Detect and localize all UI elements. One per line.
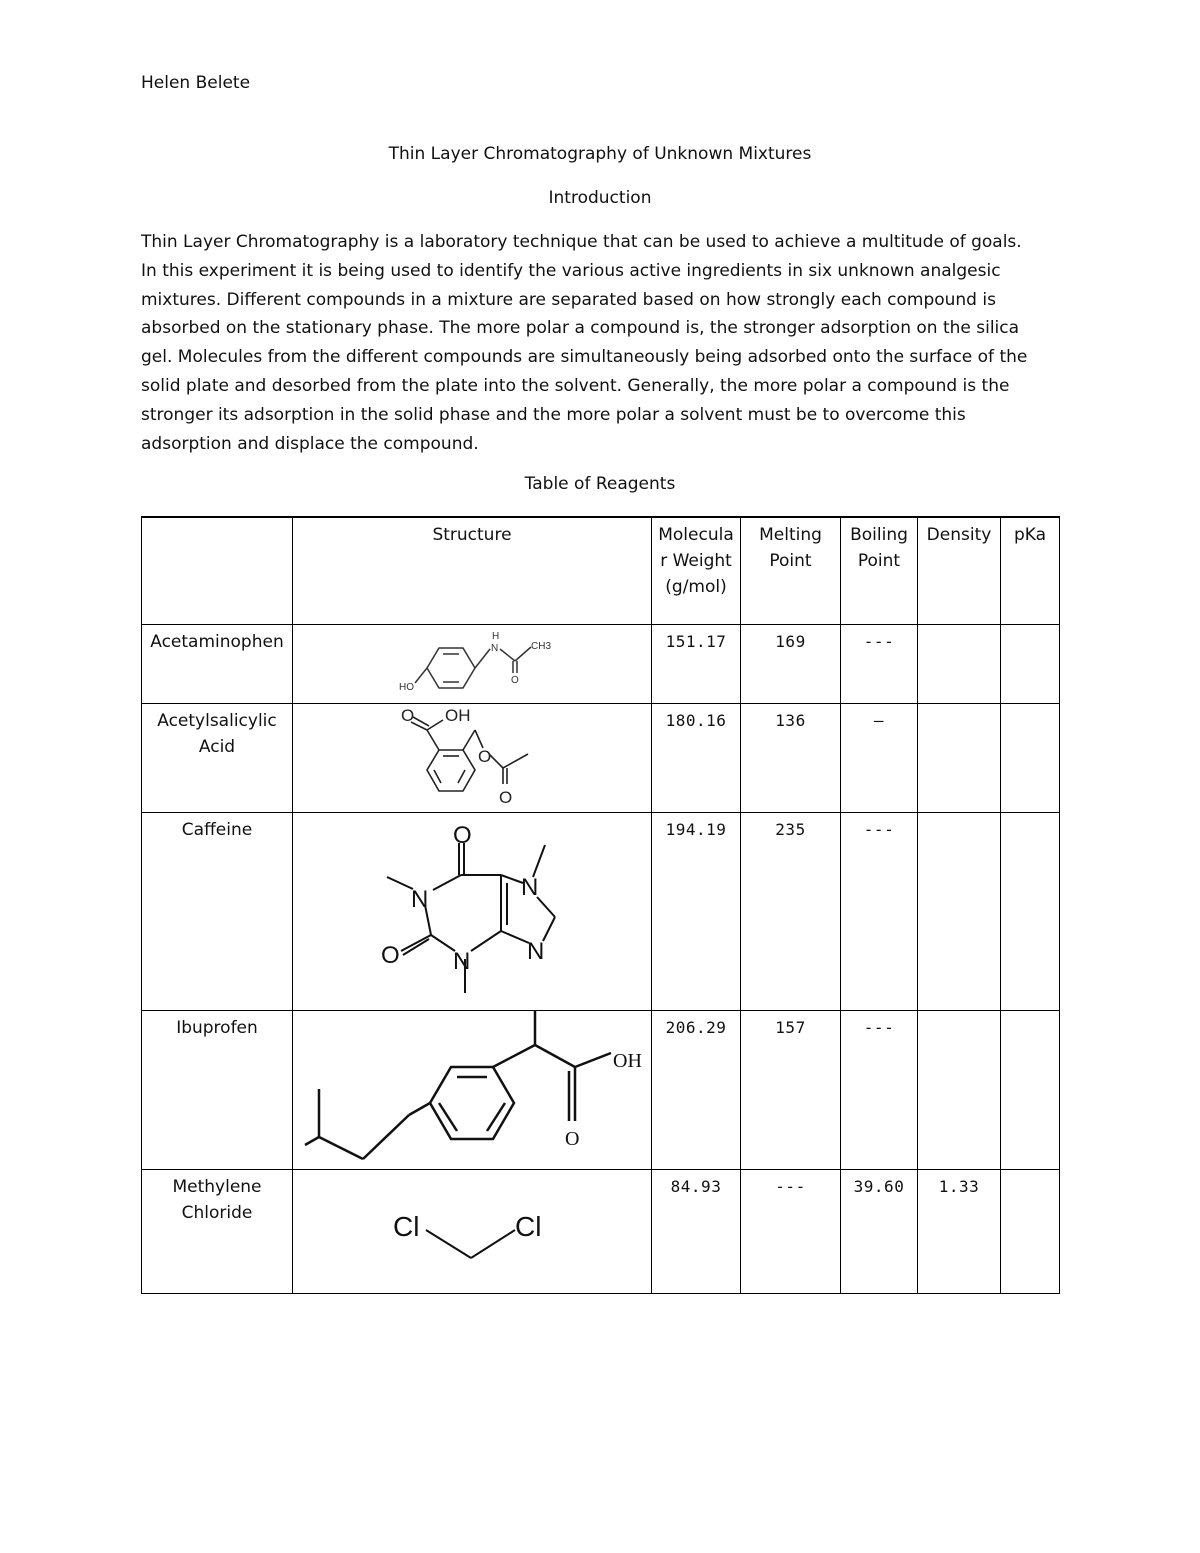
atom-label: O	[499, 787, 513, 807]
atom-label: O	[478, 746, 492, 766]
methylene-chloride-structure	[293, 1170, 652, 1293]
atom-label: O	[381, 941, 400, 969]
table-row	[142, 703, 1060, 812]
author-name: Helen Belete	[141, 73, 251, 93]
header-structure: Structure	[293, 517, 652, 624]
atom-label: N	[411, 885, 429, 913]
atom-label: HO	[399, 681, 414, 693]
table-row	[142, 812, 1060, 1010]
pka	[1001, 1010, 1060, 1169]
acetaminophen-structure	[293, 625, 652, 703]
pka	[1001, 624, 1060, 703]
table-row	[142, 624, 1060, 703]
structure-cell	[293, 812, 652, 1010]
pka	[1001, 1169, 1060, 1293]
atom-label: O	[511, 674, 519, 686]
melting-point: 136	[741, 703, 841, 812]
paragraph-line: absorbed on the stationary phase. The more polar a compound is, the stronger adsorption on the silica	[141, 318, 1020, 339]
atom-label: N	[527, 937, 545, 965]
paragraph-line: stronger its adsorption in the solid phase and the more polar a solvent must be to overcome this	[141, 404, 966, 425]
header-molecular-weight: Molecular Weight (g/mol)	[652, 517, 741, 624]
table-header-row	[142, 517, 1060, 624]
compound-name: Ibuprofen	[142, 1010, 293, 1169]
atom-label: H	[492, 630, 500, 642]
table-caption: Table of Reagents	[524, 474, 676, 494]
compound-name: Methylene Chloride	[142, 1169, 293, 1293]
boiling-point: ---	[841, 1010, 918, 1169]
paragraph-line: mixtures. Different compounds in a mixture are separated based on how strongly each compound is	[141, 289, 996, 310]
atom-label: O	[565, 1127, 580, 1150]
reagents-table	[141, 516, 1060, 1294]
boiling-point: 39.60	[841, 1169, 918, 1293]
structure-cell	[293, 624, 652, 703]
atom-label: OH	[613, 1049, 642, 1072]
atom-label: CH3	[531, 640, 552, 652]
atom-label: O	[453, 821, 472, 849]
compound-name: Acetylsalicylic Acid	[142, 703, 293, 812]
header-melting-point: Melting Point	[741, 517, 841, 624]
atom-label: O	[401, 705, 415, 725]
ibuprofen-structure	[293, 1011, 652, 1169]
table-row	[142, 1169, 1060, 1293]
molecular-weight: 194.19	[652, 812, 741, 1010]
melting-point: 235	[741, 812, 841, 1010]
atom-label: OH	[445, 705, 471, 725]
paragraph-line: In this experiment it is being used to identify the various active ingredients in six unknown analgesic	[141, 260, 1001, 281]
paragraph-line: solid plate and desorbed from the plate into the solvent. Generally, the more polar a compound is the	[141, 375, 1010, 396]
molecular-weight: 206.29	[652, 1010, 741, 1169]
compound-name: Acetaminophen	[142, 624, 293, 703]
structure-cell	[293, 703, 652, 812]
density	[918, 624, 1001, 703]
atom-label: Cl	[515, 1210, 542, 1242]
section-heading: Introduction	[548, 188, 652, 208]
boiling-point: ---	[841, 812, 918, 1010]
molecular-weight: 151.17	[652, 624, 741, 703]
structure-cell	[293, 1169, 652, 1293]
density	[918, 812, 1001, 1010]
density	[918, 1010, 1001, 1169]
table-row	[142, 1010, 1060, 1169]
header-name	[142, 517, 293, 624]
boiling-point: ---	[841, 624, 918, 703]
molecular-weight: 180.16	[652, 703, 741, 812]
molecular-weight: 84.93	[652, 1169, 741, 1293]
melting-point: 169	[741, 624, 841, 703]
paragraph-line: gel. Molecules from the different compounds are simultaneously being adsorbed onto the surface of the	[141, 347, 1028, 368]
paragraph-line: Thin Layer Chromatography is a laboratory technique that can be used to achieve a multitude of goals.	[141, 232, 1022, 252]
aspirin-structure	[293, 704, 652, 812]
boiling-point: –	[841, 703, 918, 812]
atom-label: N	[453, 947, 471, 975]
header-density: Density	[918, 517, 1001, 624]
paragraph-line: adsorption and displace the compound.	[141, 433, 479, 454]
pka	[1001, 812, 1060, 1010]
atom-label: N	[491, 642, 499, 654]
header-boiling-point: Boiling Point	[841, 517, 918, 624]
compound-name: Caffeine	[142, 812, 293, 1010]
pka	[1001, 703, 1060, 812]
density	[918, 703, 1001, 812]
melting-point: ---	[741, 1169, 841, 1293]
caffeine-structure	[293, 813, 652, 1010]
melting-point: 157	[741, 1010, 841, 1169]
atom-label: Cl	[393, 1210, 420, 1242]
structure-cell	[293, 1010, 652, 1169]
header-pka: pKa	[1001, 517, 1060, 624]
atom-label: N	[521, 873, 539, 901]
document-title: Thin Layer Chromatography of Unknown Mixtures	[388, 144, 812, 164]
introduction-paragraph	[141, 228, 1071, 458]
density: 1.33	[918, 1169, 1001, 1293]
